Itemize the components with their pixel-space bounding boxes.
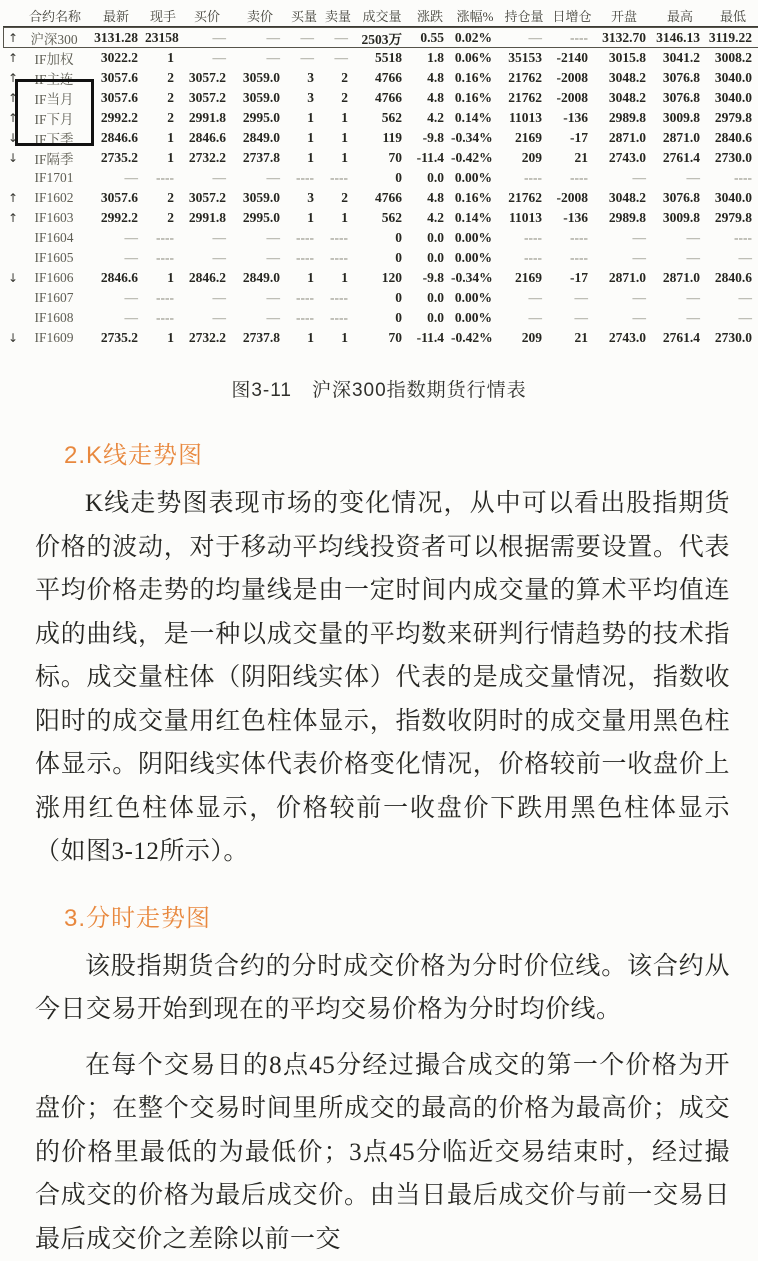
- cell-contract-name: IF1602: [23, 188, 87, 208]
- cell-open: —: [595, 168, 653, 188]
- cell-low: 3040.0: [707, 188, 758, 208]
- cell-open: —: [595, 228, 653, 248]
- cell-oi-change: -136: [549, 108, 595, 128]
- cell-ask-price: —: [233, 48, 287, 68]
- cell-open-interest: —: [499, 308, 549, 328]
- trend-up-icon: ↑: [8, 211, 18, 225]
- cell-bid-price: 2991.8: [181, 208, 233, 228]
- cell-low: —: [707, 248, 758, 268]
- book-page: [0, 4, 758, 1162]
- cell-last-price: 3057.6: [87, 88, 145, 108]
- cell-ask-qty: 2: [321, 188, 355, 208]
- trend-down-icon: ↓: [8, 271, 18, 285]
- cell-oi-change: —: [549, 308, 595, 328]
- cell-volume: 120: [355, 268, 409, 288]
- cell-bid-price: 3057.2: [181, 188, 233, 208]
- cell-ask-qty: —: [321, 48, 355, 68]
- cell-change-pct: 0.00%: [451, 308, 499, 328]
- cell-current-lots: ----: [145, 308, 181, 328]
- cell-high: 3076.8: [653, 68, 707, 88]
- cell-bid-price: —: [181, 168, 233, 188]
- cell-oi-change: -2008: [549, 188, 595, 208]
- cell-open: 3132.70: [595, 27, 653, 48]
- cell-volume: 0: [355, 248, 409, 268]
- column-header[interactable]: 涨跌: [409, 4, 451, 27]
- cell-ask-qty: 2: [321, 88, 355, 108]
- cell-bid-qty: 1: [287, 208, 321, 228]
- cell-current-lots: 1: [145, 268, 181, 288]
- cell-oi-change: -2140: [549, 48, 595, 68]
- cell-ask-qty: 1: [321, 128, 355, 148]
- cell-change-pct: 0.16%: [451, 188, 499, 208]
- cell-high: —: [653, 288, 707, 308]
- cell-change-pct: 0.02%: [451, 27, 499, 48]
- cell-volume: 0: [355, 288, 409, 308]
- cell-ask-price: 3059.0: [233, 68, 287, 88]
- cell-volume: 0: [355, 168, 409, 188]
- cell-open-interest: 11013: [499, 208, 549, 228]
- cell-change: 1.8: [409, 48, 451, 68]
- cell-open: 3048.2: [595, 188, 653, 208]
- cell-current-lots: 1: [145, 328, 181, 348]
- figure-caption: 图3-11 沪深300指数期货行情表: [0, 375, 758, 402]
- cell-high: 3076.8: [653, 88, 707, 108]
- quote-table-row[interactable]: [3, 268, 758, 288]
- cell-bid-price: 2732.2: [181, 148, 233, 168]
- cell-contract-name: IF1609: [23, 328, 87, 348]
- cell-ask-qty: ----: [321, 168, 355, 188]
- cell-open-interest: —: [499, 27, 549, 48]
- cell-oi-change: 21: [549, 328, 595, 348]
- cell-open: 3015.8: [595, 48, 653, 68]
- cell-ask-qty: ----: [321, 248, 355, 268]
- cell-bid-qty: 3: [287, 188, 321, 208]
- cell-contract-name: 沪深300: [23, 27, 87, 48]
- cell-open-interest: 2169: [499, 128, 549, 148]
- cell-bid-price: —: [181, 308, 233, 328]
- cell-bid-qty: 1: [287, 268, 321, 288]
- cell-current-lots: ----: [145, 228, 181, 248]
- cell-open: —: [595, 308, 653, 328]
- cell-high: 3041.2: [653, 48, 707, 68]
- cell-change-pct: 0.16%: [451, 68, 499, 88]
- cell-bid-qty: ----: [287, 248, 321, 268]
- trend-up-icon: ↑: [8, 191, 18, 205]
- cell-open-interest: 21762: [499, 188, 549, 208]
- cell-low: 3119.22: [707, 27, 758, 48]
- quote-table-header-row: [3, 4, 758, 27]
- cell-ask-qty: 1: [321, 108, 355, 128]
- cell-oi-change: ----: [549, 168, 595, 188]
- trend-up-icon: ↑: [8, 71, 18, 85]
- cell-bid-qty: 1: [287, 108, 321, 128]
- cell-ask-price: 2995.0: [233, 108, 287, 128]
- cell-oi-change: 21: [549, 148, 595, 168]
- cell-high: 3009.8: [653, 108, 707, 128]
- trend-down-icon: ↓: [8, 131, 18, 145]
- cell-change: 0.0: [409, 228, 451, 248]
- cell-ask-price: 2849.0: [233, 128, 287, 148]
- trend-up-icon: ↑: [8, 111, 18, 125]
- cell-oi-change: ----: [549, 27, 595, 48]
- cell-last-price: 2735.2: [87, 148, 145, 168]
- cell-last-price: —: [87, 248, 145, 268]
- cell-last-price: 2735.2: [87, 328, 145, 348]
- cell-ask-qty: ----: [321, 308, 355, 328]
- cell-bid-price: 2732.2: [181, 328, 233, 348]
- cell-volume: 119: [355, 128, 409, 148]
- cell-bid-price: —: [181, 48, 233, 68]
- cell-high: —: [653, 308, 707, 328]
- column-header[interactable]: 卖价: [233, 4, 287, 27]
- quote-table-row[interactable]: [3, 228, 758, 248]
- quote-table-row[interactable]: [3, 128, 758, 148]
- cell-change-pct: 0.00%: [451, 168, 499, 188]
- cell-change-pct: -0.34%: [451, 128, 499, 148]
- column-header[interactable]: 买量: [287, 4, 321, 27]
- cell-oi-change: -17: [549, 268, 595, 288]
- cell-current-lots: 2: [145, 88, 181, 108]
- cell-ask-price: —: [233, 288, 287, 308]
- cell-last-price: —: [87, 168, 145, 188]
- quote-table-row[interactable]: [3, 308, 758, 328]
- column-header[interactable]: 买价: [181, 4, 233, 27]
- cell-ask-price: 3059.0: [233, 188, 287, 208]
- cell-change: 4.2: [409, 108, 451, 128]
- cell-bid-price: —: [181, 288, 233, 308]
- cell-open-interest: 21762: [499, 88, 549, 108]
- cell-volume: 562: [355, 108, 409, 128]
- cell-oi-change: ----: [549, 248, 595, 268]
- column-header[interactable]: 最高: [653, 4, 707, 27]
- cell-current-lots: 1: [145, 148, 181, 168]
- cell-ask-price: —: [233, 308, 287, 328]
- cell-volume: 4766: [355, 88, 409, 108]
- cell-volume: 4766: [355, 68, 409, 88]
- cell-low: 2979.8: [707, 108, 758, 128]
- cell-bid-qty: ----: [287, 288, 321, 308]
- trend-down-icon: ↓: [8, 331, 18, 345]
- cell-bid-qty: 1: [287, 328, 321, 348]
- cell-current-lots: 2: [145, 208, 181, 228]
- cell-change: 0.0: [409, 168, 451, 188]
- cell-open: 2871.0: [595, 268, 653, 288]
- cell-change-pct: 0.00%: [451, 228, 499, 248]
- cell-low: —: [707, 308, 758, 328]
- cell-high: 3146.13: [653, 27, 707, 48]
- cell-change-pct: -0.42%: [451, 328, 499, 348]
- quote-table-row[interactable]: [3, 188, 758, 208]
- cell-oi-change: -2008: [549, 68, 595, 88]
- cell-ask-price: 2737.8: [233, 328, 287, 348]
- cell-ask-qty: 1: [321, 148, 355, 168]
- cell-contract-name: IF当月: [23, 88, 87, 108]
- cell-contract-name: IF1605: [23, 248, 87, 268]
- cell-change-pct: 0.14%: [451, 208, 499, 228]
- cell-last-price: —: [87, 228, 145, 248]
- cell-change: 0.0: [409, 308, 451, 328]
- column-header[interactable]: 最低: [707, 4, 758, 27]
- cell-bid-qty: —: [287, 48, 321, 68]
- cell-current-lots: 2: [145, 68, 181, 88]
- cell-current-lots: 1: [145, 48, 181, 68]
- section-heading-kline: 2.K线走势图: [64, 435, 758, 470]
- cell-bid-qty: 1: [287, 148, 321, 168]
- cell-oi-change: -2008: [549, 88, 595, 108]
- cell-last-price: 2992.2: [87, 208, 145, 228]
- cell-open: 3048.2: [595, 68, 653, 88]
- cell-contract-name: IF1701: [23, 168, 87, 188]
- quote-table-row[interactable]: [3, 48, 758, 68]
- quote-table-row[interactable]: [3, 208, 758, 228]
- cell-low: 2730.0: [707, 148, 758, 168]
- cell-ask-price: 2849.0: [233, 268, 287, 288]
- cell-bid-price: 2846.6: [181, 128, 233, 148]
- cell-ask-qty: 1: [321, 328, 355, 348]
- cell-high: 2871.0: [653, 268, 707, 288]
- quote-table-row[interactable]: [3, 288, 758, 308]
- cell-high: 2871.0: [653, 128, 707, 148]
- cell-volume: 0: [355, 228, 409, 248]
- cell-bid-price: —: [181, 228, 233, 248]
- cell-bid-price: 2846.2: [181, 268, 233, 288]
- cell-change-pct: 0.00%: [451, 288, 499, 308]
- quote-table-row[interactable]: [3, 27, 758, 48]
- cell-volume: 0: [355, 308, 409, 328]
- cell-ask-price: —: [233, 27, 287, 48]
- cell-open-interest: 21762: [499, 68, 549, 88]
- paragraph-kline: K线走势图表现市场的变化情况，从中可以看出股指期货价格的波动，对于移动平均线投资者可以根据需要设置。代表平均价格走势的均量线是由一定时间内成交量的算术平均值连成的曲线，是一种以成交量的平均数来研判行情趋势的技术指标。成交量柱体（阴阳线实体）代表的是成交量情况，指数收阳时的成交量用红色柱体显示，指数收阴时的成交量用黑色柱体显示。阴阳线实体代表价格变化情况，价格较前一收盘价上涨用红色柱体显示，价格较前一收盘价下跌用黑色柱体显示（如图3-12所示）。: [35, 482, 730, 874]
- cell-low: ----: [707, 228, 758, 248]
- cell-bid-qty: —: [287, 27, 321, 48]
- section-heading-fenshi: 3.分时走势图: [64, 898, 758, 933]
- cell-bid-price: 3057.2: [181, 68, 233, 88]
- cell-open-interest: 209: [499, 328, 549, 348]
- cell-ask-qty: ----: [321, 228, 355, 248]
- column-header[interactable]: 日增仓: [549, 4, 595, 27]
- cell-last-price: 2846.6: [87, 128, 145, 148]
- column-header[interactable]: 持仓量: [499, 4, 549, 27]
- cell-bid-qty: ----: [287, 308, 321, 328]
- cell-change-pct: -0.34%: [451, 268, 499, 288]
- cell-current-lots: ----: [145, 248, 181, 268]
- cell-bid-qty: ----: [287, 228, 321, 248]
- cell-open: 2989.8: [595, 108, 653, 128]
- cell-low: 2730.0: [707, 328, 758, 348]
- cell-ask-qty: —: [321, 27, 355, 48]
- quote-table-row[interactable]: [3, 68, 758, 88]
- quote-table-row[interactable]: [3, 108, 758, 128]
- cell-oi-change: ----: [549, 228, 595, 248]
- cell-ask-price: —: [233, 228, 287, 248]
- paragraph-fenshi-1: 该股指期货合约的分时成交价格为分时价位线。该合约从今日交易开始到现在的平均交易价格为分时均价线。: [35, 945, 730, 1032]
- column-header[interactable]: 现手: [145, 4, 181, 27]
- cell-current-lots: 1: [145, 128, 181, 148]
- quote-table-row[interactable]: [3, 148, 758, 168]
- cell-last-price: 2992.2: [87, 108, 145, 128]
- cell-oi-change: -17: [549, 128, 595, 148]
- trend-down-icon: ↓: [8, 151, 18, 165]
- quote-table-row[interactable]: [3, 168, 758, 188]
- cell-contract-name: IF加权: [23, 48, 87, 68]
- cell-high: —: [653, 228, 707, 248]
- column-header[interactable]: 涨幅%: [451, 4, 499, 27]
- cell-ask-price: 2995.0: [233, 208, 287, 228]
- cell-current-lots: 23158: [145, 27, 181, 48]
- cell-last-price: 3057.6: [87, 188, 145, 208]
- cell-change: 4.8: [409, 188, 451, 208]
- cell-change-pct: 0.14%: [451, 108, 499, 128]
- cell-contract-name: IF1604: [23, 228, 87, 248]
- cell-oi-change: —: [549, 288, 595, 308]
- cell-last-price: 3131.28: [87, 27, 145, 48]
- cell-open-interest: —: [499, 288, 549, 308]
- cell-high: 3076.8: [653, 188, 707, 208]
- cell-low: 2840.6: [707, 128, 758, 148]
- cell-contract-name: IF1607: [23, 288, 87, 308]
- column-header[interactable]: 合约名称: [23, 4, 87, 27]
- cell-high: 2761.4: [653, 148, 707, 168]
- cell-open: 2989.8: [595, 208, 653, 228]
- cell-change: -11.4: [409, 328, 451, 348]
- cell-bid-price: —: [181, 248, 233, 268]
- cell-open-interest: ----: [499, 248, 549, 268]
- cell-last-price: —: [87, 308, 145, 328]
- cell-open-interest: 35153: [499, 48, 549, 68]
- cell-volume: 4766: [355, 188, 409, 208]
- cell-open: 3048.2: [595, 88, 653, 108]
- cell-bid-price: 3057.2: [181, 88, 233, 108]
- cell-change: -9.8: [409, 268, 451, 288]
- cell-ask-qty: 2: [321, 68, 355, 88]
- cell-change: 4.2: [409, 208, 451, 228]
- cell-low: ----: [707, 168, 758, 188]
- cell-current-lots: 2: [145, 108, 181, 128]
- cell-open: 2743.0: [595, 328, 653, 348]
- cell-ask-price: 3059.0: [233, 88, 287, 108]
- cell-bid-price: —: [181, 27, 233, 48]
- cell-open-interest: ----: [499, 228, 549, 248]
- cell-low: —: [707, 288, 758, 308]
- cell-change-pct: 0.16%: [451, 88, 499, 108]
- cell-open: —: [595, 248, 653, 268]
- cell-high: —: [653, 248, 707, 268]
- cell-high: 3009.8: [653, 208, 707, 228]
- cell-open: 2743.0: [595, 148, 653, 168]
- cell-open: 2871.0: [595, 128, 653, 148]
- cell-ask-price: 2737.8: [233, 148, 287, 168]
- cell-open-interest: 209: [499, 148, 549, 168]
- cell-open-interest: 11013: [499, 108, 549, 128]
- paragraph-fenshi-2: 在每个交易日的8点45分经过撮合成交的第一个价格为开盘价；在整个交易时间里所成交的最高的价格为最高价；成交的价格里最低的为最低价；3点45分临近交易结束时，经过撮合成交的价格为最后成交价。由当日最后成交价与前一交易日最后成交价之差除以前一交: [35, 1044, 730, 1261]
- column-header[interactable]: 卖量: [321, 4, 355, 27]
- cell-ask-qty: 1: [321, 268, 355, 288]
- cell-low: 3040.0: [707, 68, 758, 88]
- cell-contract-name: IF隔季: [23, 148, 87, 168]
- quote-table-row[interactable]: [3, 88, 758, 108]
- cell-bid-qty: 3: [287, 88, 321, 108]
- cell-change: 4.8: [409, 68, 451, 88]
- cell-open-interest: 2169: [499, 268, 549, 288]
- quote-table-body: [3, 27, 758, 348]
- cell-low: 2840.6: [707, 268, 758, 288]
- cell-current-lots: 2: [145, 188, 181, 208]
- cell-low: 3040.0: [707, 88, 758, 108]
- cell-contract-name: IF下月: [23, 108, 87, 128]
- cell-contract-name: IF1606: [23, 268, 87, 288]
- cell-low: 2979.8: [707, 208, 758, 228]
- trend-up-icon: ↑: [8, 51, 18, 65]
- cell-change: -9.8: [409, 128, 451, 148]
- trend-up-icon: ↑: [8, 31, 18, 45]
- cell-high: 2761.4: [653, 328, 707, 348]
- arrow-column-header: [3, 4, 23, 27]
- cell-change: 0.55: [409, 27, 451, 48]
- cell-ask-price: —: [233, 248, 287, 268]
- cell-ask-price: —: [233, 168, 287, 188]
- cell-ask-qty: 1: [321, 208, 355, 228]
- cell-volume: 5518: [355, 48, 409, 68]
- cell-volume: 70: [355, 148, 409, 168]
- cell-current-lots: ----: [145, 168, 181, 188]
- cell-change: 4.8: [409, 88, 451, 108]
- cell-change-pct: 0.00%: [451, 248, 499, 268]
- cell-volume: 562: [355, 208, 409, 228]
- cell-last-price: —: [87, 288, 145, 308]
- quote-table-row[interactable]: [3, 248, 758, 268]
- cell-change: -11.4: [409, 148, 451, 168]
- cell-current-lots: ----: [145, 288, 181, 308]
- cell-last-price: 2846.6: [87, 268, 145, 288]
- cell-volume: 2503万: [355, 27, 409, 48]
- column-header[interactable]: 开盘: [595, 4, 653, 27]
- cell-volume: 70: [355, 328, 409, 348]
- cell-change: 0.0: [409, 288, 451, 308]
- cell-open: —: [595, 288, 653, 308]
- cell-open-interest: ----: [499, 168, 549, 188]
- cell-bid-qty: ----: [287, 168, 321, 188]
- cell-contract-name: IF1608: [23, 308, 87, 328]
- cell-change: 0.0: [409, 248, 451, 268]
- cell-last-price: 3022.2: [87, 48, 145, 68]
- cell-high: —: [653, 168, 707, 188]
- cell-change-pct: 0.06%: [451, 48, 499, 68]
- cell-oi-change: -136: [549, 208, 595, 228]
- cell-bid-price: 2991.8: [181, 108, 233, 128]
- cell-bid-qty: 3: [287, 68, 321, 88]
- quote-table-row[interactable]: [3, 328, 758, 348]
- cell-last-price: 3057.6: [87, 68, 145, 88]
- cell-bid-qty: 1: [287, 128, 321, 148]
- futures-quote-table: [3, 4, 755, 348]
- column-header[interactable]: 最新: [87, 4, 145, 27]
- cell-low: 3008.2: [707, 48, 758, 68]
- cell-change-pct: -0.42%: [451, 148, 499, 168]
- column-header[interactable]: 成交量: [355, 4, 409, 27]
- cell-ask-qty: ----: [321, 288, 355, 308]
- trend-up-icon: ↑: [8, 91, 18, 105]
- cell-contract-name: IF下季: [23, 128, 87, 148]
- cell-contract-name: IF1603: [23, 208, 87, 228]
- cell-contract-name: IF主连: [23, 68, 87, 88]
